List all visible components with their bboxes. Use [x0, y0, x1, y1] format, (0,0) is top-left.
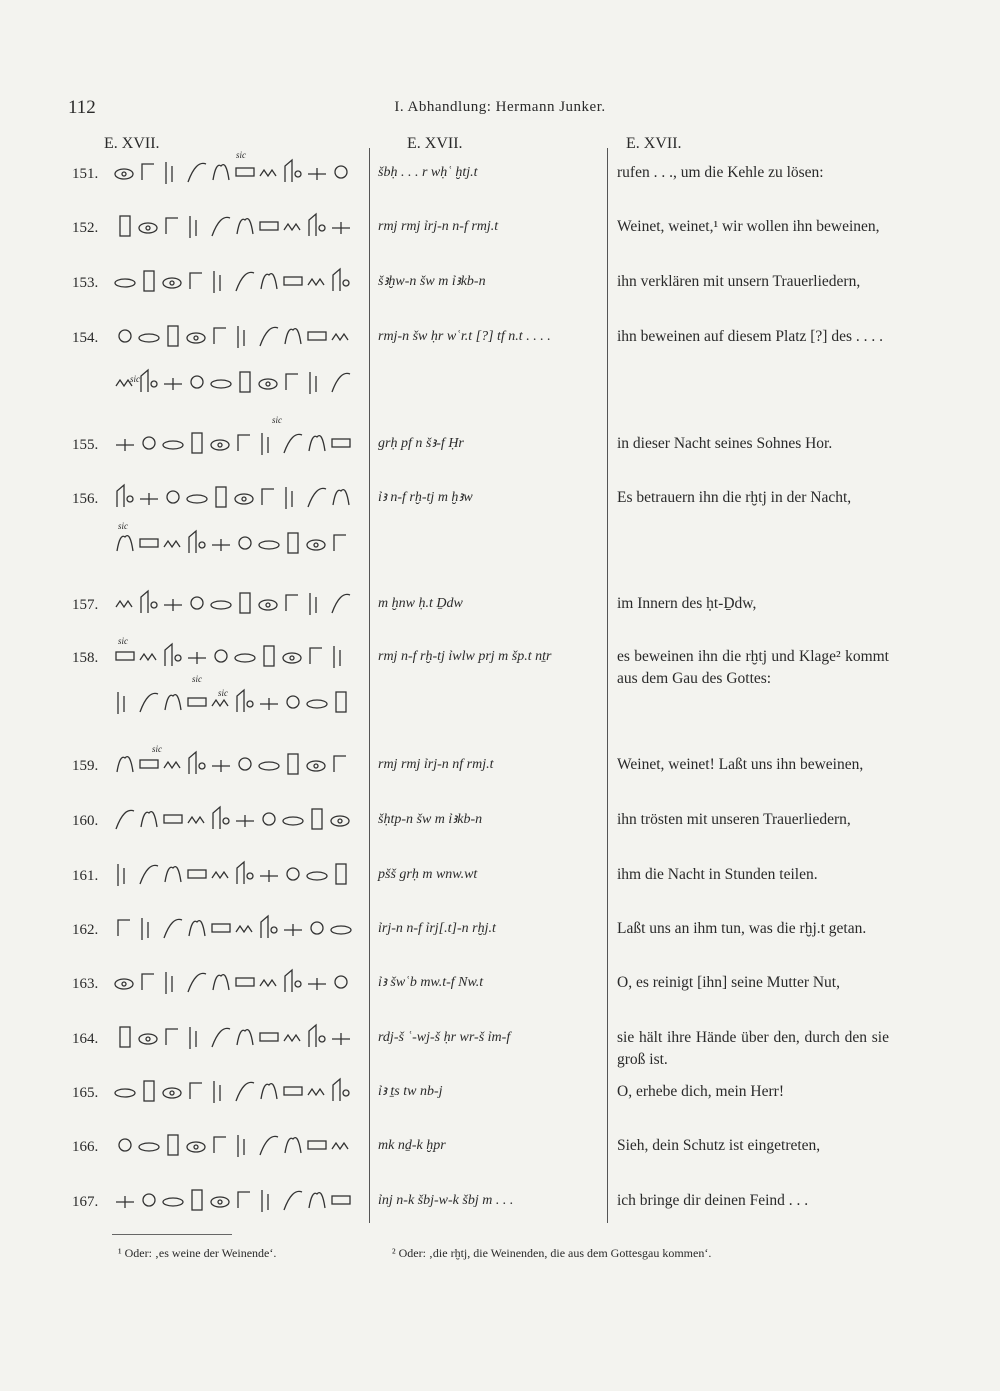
transliteration: ỉnj n-k šbj-w-k šbj m . . .: [378, 1193, 514, 1208]
row-number: 157.: [72, 597, 99, 613]
footnote-2: ² Oder: ‚die rḫtj, die Weinenden, die aus dem Gottesgau kommen‘.: [392, 1246, 712, 1260]
sic-note: sic: [152, 744, 162, 754]
translation: Weinet, weinet,¹ wir wollen ihn beweinen,: [617, 218, 880, 235]
transliteration: šḥtp-n šw m ỉꜣkb-n: [378, 812, 483, 827]
running-head: I. Abhandlung: Hermann Junker.: [394, 99, 606, 115]
transliteration: mk nḏ-k ḫpr: [378, 1138, 446, 1153]
col-head-transliteration: E. XVII.: [407, 135, 463, 152]
row-number: 156.: [72, 491, 99, 507]
transliteration: ỉꜣ šwʿb mw.t-f Nw.t: [378, 975, 484, 990]
transliteration: grḥ pf n šꜣ-f Ḥr: [378, 436, 464, 451]
hieroglyph-group: [112, 1073, 367, 1113]
translation: ihm die Nacht in Stunden teilen.: [617, 866, 818, 883]
row-number: 163.: [72, 976, 99, 992]
sic-note: sic: [272, 415, 282, 425]
footnote-rule: [112, 1234, 232, 1235]
sic-note: sic: [192, 674, 202, 684]
sic-note: sic: [118, 521, 128, 531]
hieroglyph-group: [112, 856, 367, 896]
translation: rufen . . ., um die Kehle zu lösen:: [617, 164, 824, 181]
row-number: 167.: [72, 1194, 99, 1210]
hieroglyph-group-continued: [112, 364, 367, 404]
transliteration: rdj-š ʿ-wj-š ḥr wr-š ỉm-f: [378, 1030, 511, 1045]
hieroglyph-group-continued: [112, 684, 367, 724]
row-number: 164.: [72, 1031, 99, 1047]
translation: in dieser Nacht seines Sohnes Hor.: [617, 435, 833, 452]
footnote-1: ¹ Oder: ‚es weine der Weinende‘.: [118, 1246, 277, 1260]
transliteration: rmj rmj ỉrj-n n-f rmj.t: [378, 219, 499, 234]
hieroglyph-group: [112, 746, 367, 786]
sic-note: sic: [236, 150, 246, 160]
transliteration: šbḥ . . . r wḥʿ ḫtj.t: [378, 165, 478, 180]
row-number: 158.: [72, 650, 99, 666]
col-head-translation: E. XVII.: [626, 135, 682, 152]
translation: Es betrauern ihn die rḫtj in der Nacht,: [617, 489, 852, 506]
sic-note: sic: [130, 374, 140, 384]
transliteration: ỉꜣ n-f rḫ-tj m ḫꜣw: [378, 490, 473, 505]
row-number: 152.: [72, 220, 99, 236]
hieroglyph-group: [112, 208, 367, 248]
column-divider-left: [369, 148, 370, 1223]
hieroglyph-group: [112, 318, 367, 358]
translation: Weinet, weinet! Laßt uns ihn beweinen,: [617, 756, 864, 773]
hieroglyph-group: [112, 154, 367, 194]
row-number: 165.: [72, 1085, 99, 1101]
hieroglyph-group: [112, 1127, 367, 1167]
translation: sie hält ihre Hände über den, durch den sie groß ist.: [617, 1029, 889, 1068]
translation: Laßt uns an ihm tun, was die rḫj.t getan.: [617, 920, 867, 937]
row-number: 161.: [72, 868, 99, 884]
translation: es beweinen ihn die rḫtj und Klage² kommt aus dem Gau des Gottes:: [617, 648, 889, 687]
translation: ihn beweinen auf diesem Platz [?] des . . . .: [617, 328, 883, 345]
translation: O, es reinigt [ihn] seine Mutter Nut,: [617, 974, 840, 991]
translation: Sieh, dein Schutz ist eingetreten,: [617, 1137, 821, 1154]
column-divider-right: [607, 148, 608, 1223]
hieroglyph-group: [112, 801, 367, 841]
sic-note: sic: [118, 636, 128, 646]
transliteration: pšš grḥ m wnw.wt: [378, 867, 478, 882]
hieroglyph-group: [112, 425, 367, 465]
row-number: 166.: [72, 1139, 99, 1155]
hieroglyph-group: [112, 638, 367, 678]
row-number: 162.: [72, 922, 99, 938]
row-number: 160.: [72, 813, 99, 829]
row-number: 159.: [72, 758, 99, 774]
hieroglyph-group: [112, 1019, 367, 1059]
sic-note: sic: [218, 688, 228, 698]
transliteration: šꜣḫw-n šw m ỉꜣkb-n: [378, 274, 486, 289]
row-number: 153.: [72, 275, 99, 291]
hieroglyph-group: [112, 479, 367, 519]
transliteration: rmj n-f rḫ-tj ỉwlw prj m šp.t nṯr: [378, 649, 552, 664]
transliteration: ỉrj-n n-f ỉrj[.t]-n rḫj.t: [378, 921, 496, 936]
hieroglyph-group: [112, 585, 367, 625]
transliteration: m ḫnw ḥ.t Ḏdw: [378, 596, 463, 611]
hieroglyph-group-continued: [112, 525, 367, 565]
transliteration: ỉꜣ ṯs tw nb-j: [378, 1084, 443, 1099]
transliteration: rmj-n šw ḥr wʿr.t [?] tf n.t . . . .: [378, 329, 551, 344]
row-number: 154.: [72, 330, 99, 346]
translation: ihn trösten mit unseren Trauerliedern,: [617, 811, 851, 828]
translation: ich bringe dir deinen Feind . . .: [617, 1192, 809, 1209]
hieroglyph-group: [112, 964, 367, 1004]
translation: O, erhebe dich, mein Herr!: [617, 1083, 784, 1100]
hieroglyph-group: [112, 263, 367, 303]
hieroglyph-group: [112, 1182, 367, 1222]
hieroglyph-group: [112, 910, 367, 950]
translation: im Innern des ḥt-Ḏdw,: [617, 595, 757, 612]
page-number: 112: [68, 97, 96, 118]
transliteration: rmj rmj ỉrj-n nf rmj.t: [378, 757, 494, 772]
col-head-hieroglyphs: E. XVII.: [104, 135, 160, 152]
row-number: 151.: [72, 166, 99, 182]
translation: ihn verklären mit unsern Trauerliedern,: [617, 273, 861, 290]
row-number: 155.: [72, 437, 99, 453]
